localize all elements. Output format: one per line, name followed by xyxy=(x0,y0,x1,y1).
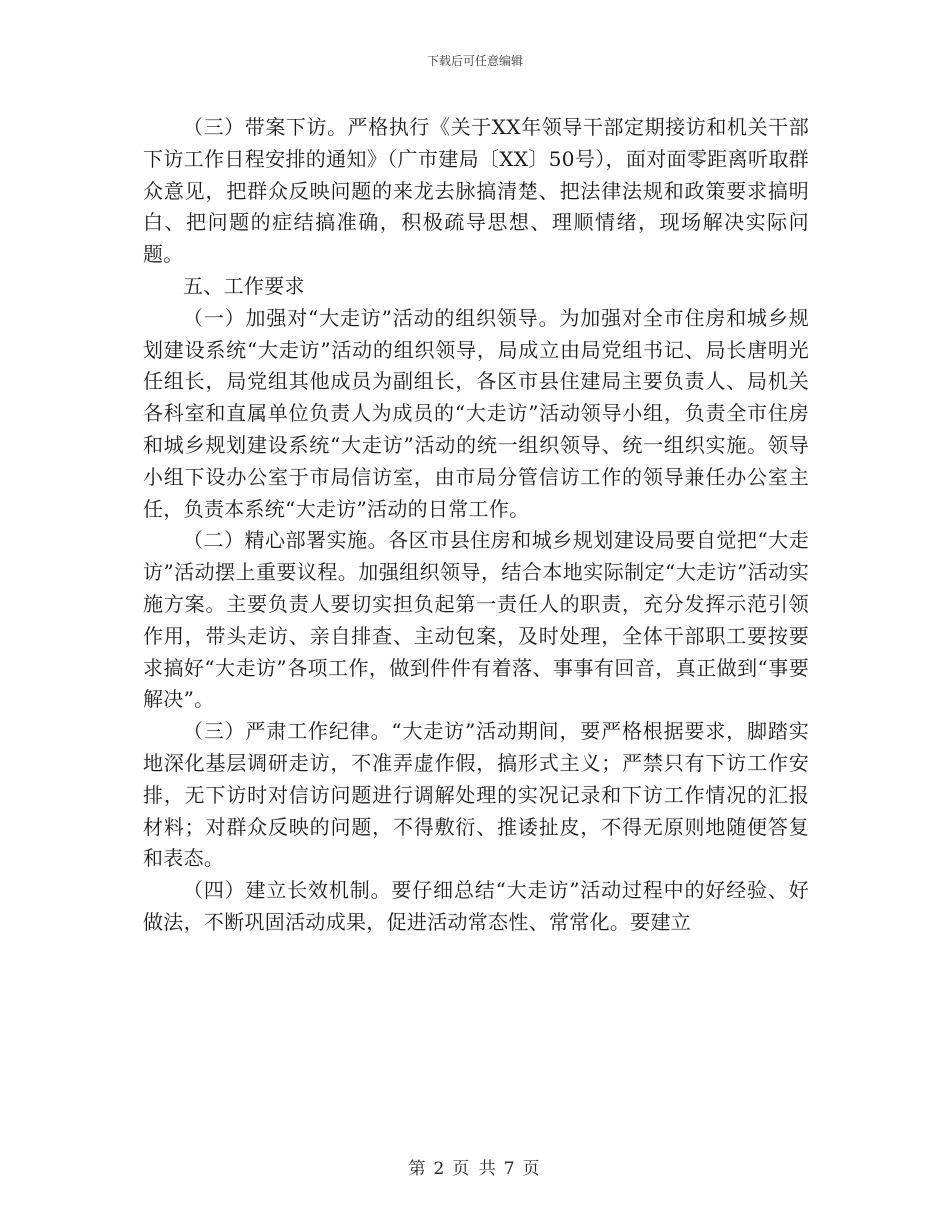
paragraph-long-term-mechanism: （四）建立长效机制。要仔细总结“大走访”活动过程中的好经验、好做法，不断巩固活动成果，促进活动常态性、常常化。要建立 xyxy=(143,878,809,934)
paragraph-organization-leadership: （一）加强对“大走访”活动的组织领导。为加强对全市住房和城乡规划建设系统“大走访”活动的组织领导，局成立由局党组书记、局长唐明光任组长，局党组其他成员为副组长，各区市县住建局主要负责人、局机关各科室和直属单位负责人为成员的“大走访”活动领导小组，负责全市住房和城乡规划建设系统“大走访”活动的统一组织领导、统一组织实施。领导小组下设办公室于市局信访室，由市局分管信访工作的领导兼任办公室主任，负责本系统“大走访”活动的日常工作。 xyxy=(143,305,809,521)
paragraph-discipline: （三）严肃工作纪律。“大走访”活动期间，要严格根据要求，脚踏实地深化基层调研走访，不准弄虚作假，搞形式主义；严禁只有下访工作安排，无下访时对信访问题进行调解处理的实况记录和下访工作情况的汇报材料；对群众反映的问题，不得敷衍、推诿扯皮，不得无原则地随便答复和表态。 xyxy=(143,719,809,871)
paragraph-deployment: （二）精心部署实施。各区市县住房和城乡规划建设局要自觉把“大走访”活动摆上重要议程。加强组织领导，结合本地实际制定“大走访”活动实施方案。主要负责人要切实担负起第一责任人的职责，充分发挥示范引领作用，带头走访、亲自排查、主动包案，及时处理，全体干部职工要按要求搞好“大走访”各项工作，做到件件有着落、事事有回音，真正做到“事要解决”。 xyxy=(143,528,809,712)
footer-middle: 页 共 xyxy=(452,1159,498,1179)
document-body xyxy=(143,112,809,939)
page-header: 下载后可任意编辑 xyxy=(426,54,523,68)
paragraph-visit-with-cases: （三）带案下访。严格执行《关于XX年领导干部定期接访和机关干部下访工作日程安排的通知》（广市建局〔XX〕50号），面对面零距离听取群众意见，把群众反映问题的来龙去脉搞清楚、把法律法规和政策要求搞明白、把问题的症结搞准确，积极疏导思想、理顺情绪，现场解决实际问题。 xyxy=(143,115,809,267)
footer-page-number: 2 xyxy=(433,1159,447,1179)
footer-prefix: 第 xyxy=(408,1159,428,1179)
footer-suffix: 页 xyxy=(522,1159,542,1179)
page-footer xyxy=(0,1154,950,1179)
footer-total-pages: 7 xyxy=(503,1159,517,1179)
section-heading-work-requirements: 五、工作要求 xyxy=(183,273,305,298)
